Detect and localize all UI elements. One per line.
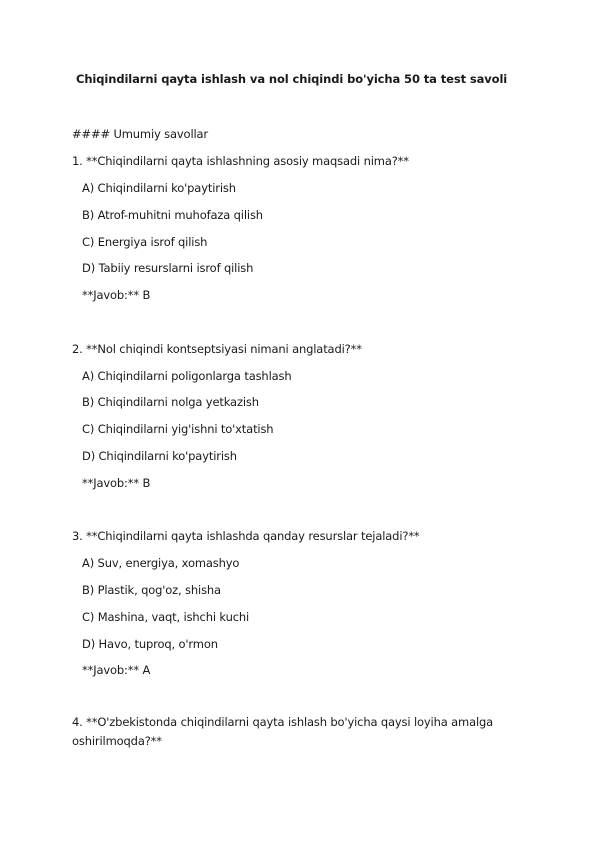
question-3-answer: **Javob:** A xyxy=(82,663,151,677)
question-2-option-a: A) Chiqindilarni poligonlarga tashlash xyxy=(82,369,292,383)
question-3-option-a: A) Suv, energiya, xomashyo xyxy=(82,556,240,570)
document-title: Chiqindilarni qayta ishlash va nol chiqindi bo'yicha 50 ta test savoli xyxy=(76,72,508,86)
question-1-option-c: C) Energiya isrof qilish xyxy=(82,235,208,249)
question-4-text: 4. **O'zbekistonda chiqindilarni qayta ishlash bo'yicha qaysi loyiha amalga oshirilmoqda?** xyxy=(72,715,494,748)
question-2-option-c: C) Chiqindilarni yig'ishni to'xtatish xyxy=(82,422,274,436)
section-heading: #### Umumiy savollar xyxy=(72,127,209,141)
question-2-option-d: D) Chiqindilarni ko'paytirish xyxy=(82,449,237,463)
question-3-text: 3. **Chiqindilarni qayta ishlashda qanday resurslar tejaladi?** xyxy=(72,529,420,543)
question-1-option-b: B) Atrof-muhitni muhofaza qilish xyxy=(82,208,263,222)
question-1-text: 1. **Chiqindilarni qayta ishlashning asosiy maqsadi nima?** xyxy=(72,154,409,168)
question-2-answer: **Javob:** B xyxy=(82,476,151,490)
question-1-answer: **Javob:** B xyxy=(82,288,151,302)
question-2-option-b: B) Chiqindilarni nolga yetkazish xyxy=(82,395,259,409)
question-2-text: 2. **Nol chiqindi kontseptsiyasi nimani anglatadi?** xyxy=(72,342,362,356)
question-3-option-d: D) Havo, tuproq, o'rmon xyxy=(82,637,218,651)
question-1-option-a: A) Chiqindilarni ko'paytirish xyxy=(82,181,236,195)
question-1-option-d: D) Tabiiy resurslarni isrof qilish xyxy=(82,261,254,275)
question-3-option-c: C) Mashina, vaqt, ishchi kuchi xyxy=(82,610,250,624)
question-3-option-b: B) Plastik, qog'oz, shisha xyxy=(82,583,221,597)
